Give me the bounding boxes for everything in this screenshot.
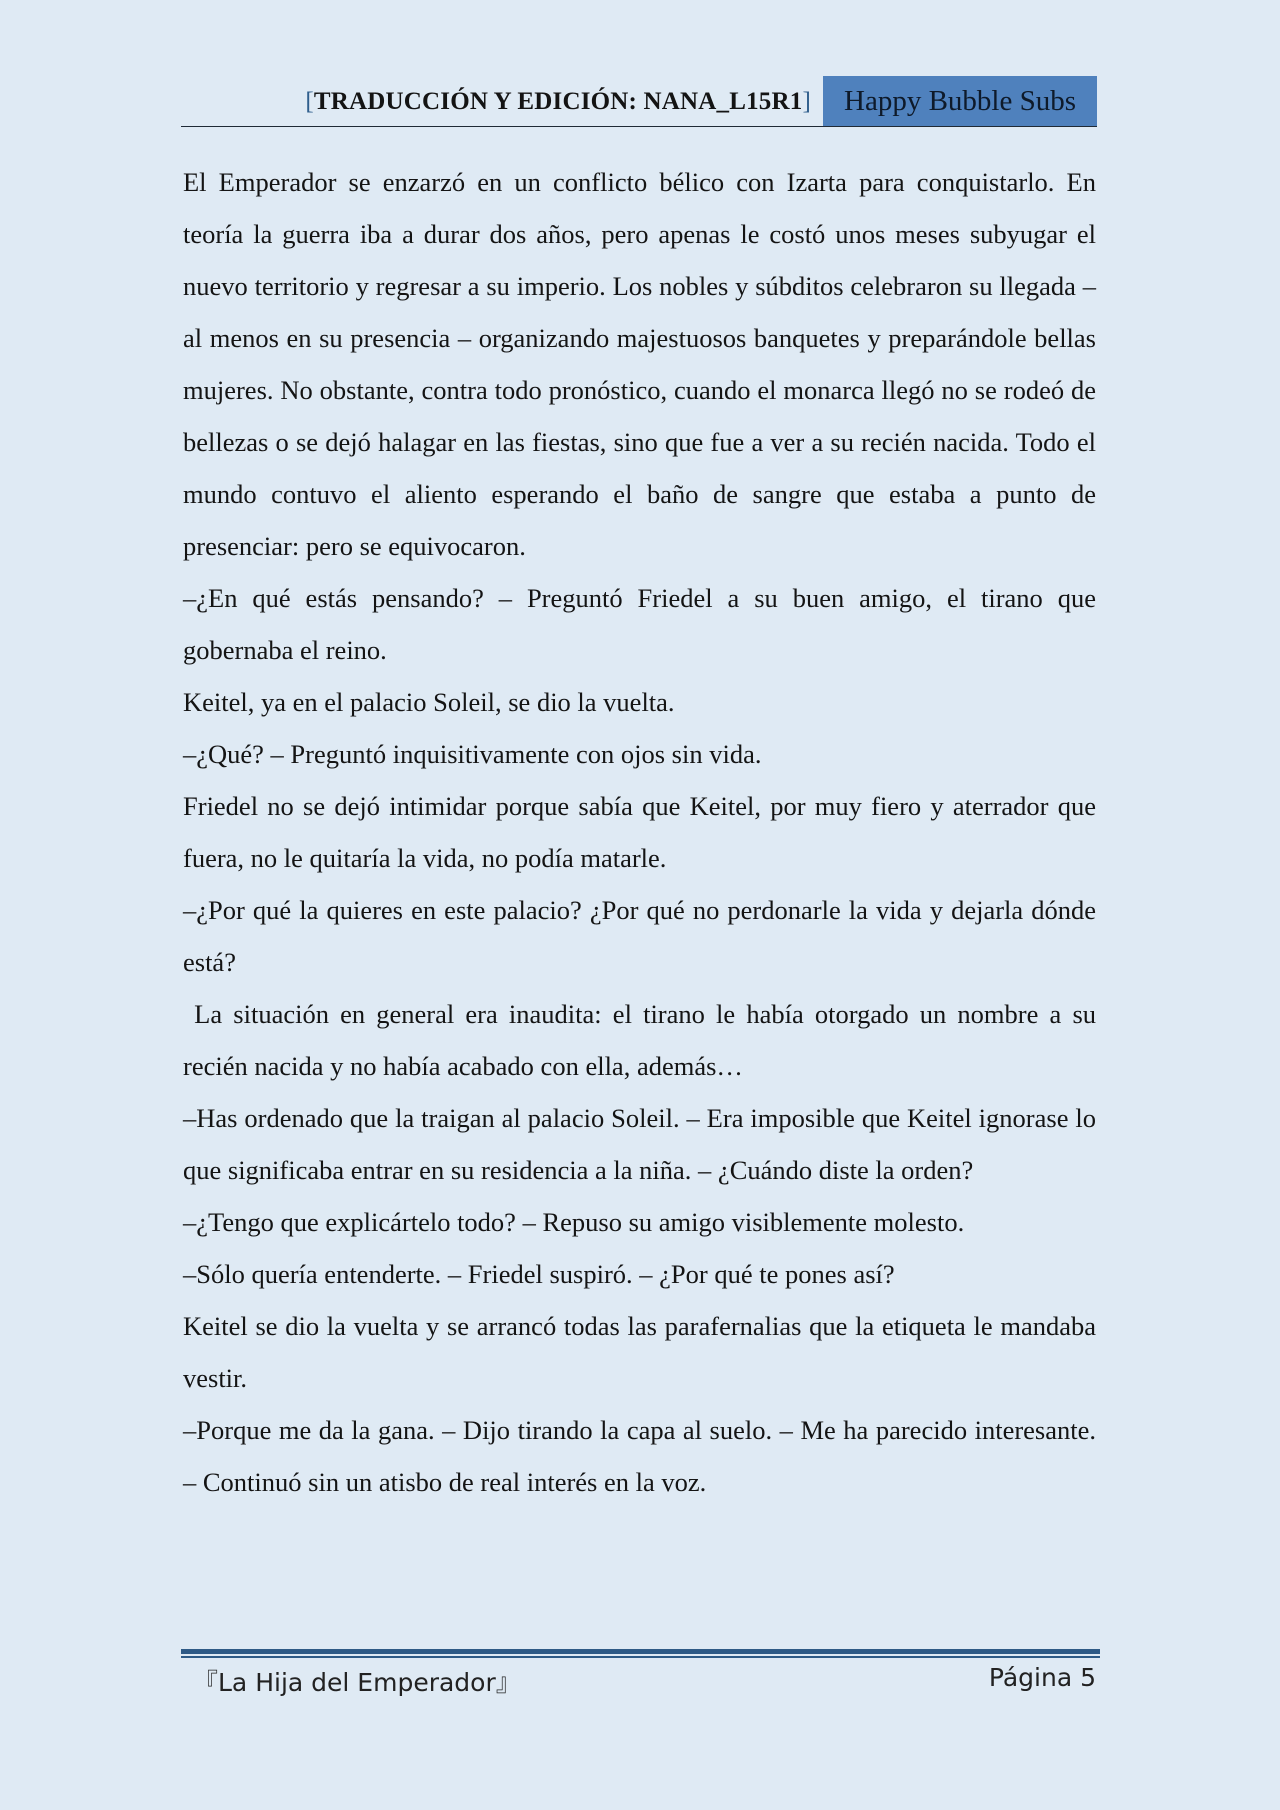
footer-divider-thick [181, 1649, 1100, 1654]
header-bracket-close: ] [802, 88, 811, 115]
paragraph: Friedel no se dejó intimidar porque sabía que Keitel, por muy fiero y aterrador que fuera, no le quitaría la vida, no podía matarle. [183, 791, 1096, 873]
paragraph: La situación en general era inaudita: el tirano le había otorgado un nombre a su recién nacida y no había acabado con ella, además… [183, 999, 1103, 1081]
paragraph: El Emperador se enzarzó en un conflicto bélico con Izarta para conquistarlo. En teoría la guerra iba a durar dos años, pero apenas le costó unos meses subyugar el nuevo territorio y regresar a su imperio. Los nobles y súbditos celebraron su llegada – al menos en su presencia – organizando majestuosos banquetes y preparándole bellas mujeres. No obstante, contra todo pronóstico, cuando el monarca llegó no se rodeó de bellezas o se dejó halagar en las fiestas, sino que fue a ver a su recién nacida. Todo el mundo contuvo el aliento esperando el baño de sangre que estaba a punto de presenciar: pero se equivocaron. [183, 167, 1096, 561]
paragraph: –Has ordenado que la traigan al palacio Soleil. – Era imposible que Keitel ignorase lo que significaba entrar en su residencia a la niña. – ¿Cuándo diste la orden? [183, 1103, 1096, 1185]
paragraph: –¿En qué estás pensando? – Preguntó Friedel a su buen amigo, el tirano que gobernaba el reino. [183, 583, 1096, 665]
footer-book-title: 『La Hija del Emperador』 [193, 1668, 521, 1697]
header-credits [305, 88, 811, 116]
paragraph: –Porque me da la gana. – Dijo tirando la capa al suelo. – Me ha parecido interesante. – Continuó sin un atisbo de real interés en la voz. [183, 1415, 1096, 1497]
paragraph: –¿Tengo que explicártelo todo? – Repuso su amigo visiblemente molesto. [183, 1207, 965, 1237]
footer-divider-thin [181, 1656, 1100, 1658]
paragraph: –Sólo quería entenderte. – Friedel suspiró. – ¿Por qué te pones así? [183, 1259, 895, 1289]
body-text [183, 156, 1103, 1508]
header-group-badge: Happy Bubble Subs [823, 76, 1097, 126]
paragraph: Keitel se dio la vuelta y se arrancó todas las parafernalias que la etiqueta le mandaba vestir. [183, 1311, 1096, 1393]
paragraph: –¿Qué? – Preguntó inquisitivamente con ojos sin vida. [183, 739, 762, 769]
footer-page-number: Página 5 [988, 1663, 1096, 1692]
header-bracket-open: [ [305, 88, 314, 115]
paragraph: –¿Por qué la quieres en este palacio? ¿Por qué no perdonarle la vida y dejarla dónde está? [183, 895, 1096, 977]
paragraph: Keitel, ya en el palacio Soleil, se dio la vuelta. [183, 687, 675, 717]
header-credits-text: TRADUCCIÓN Y EDICIÓN: NANA_L15R1 [313, 88, 803, 115]
page-header [181, 76, 1097, 127]
